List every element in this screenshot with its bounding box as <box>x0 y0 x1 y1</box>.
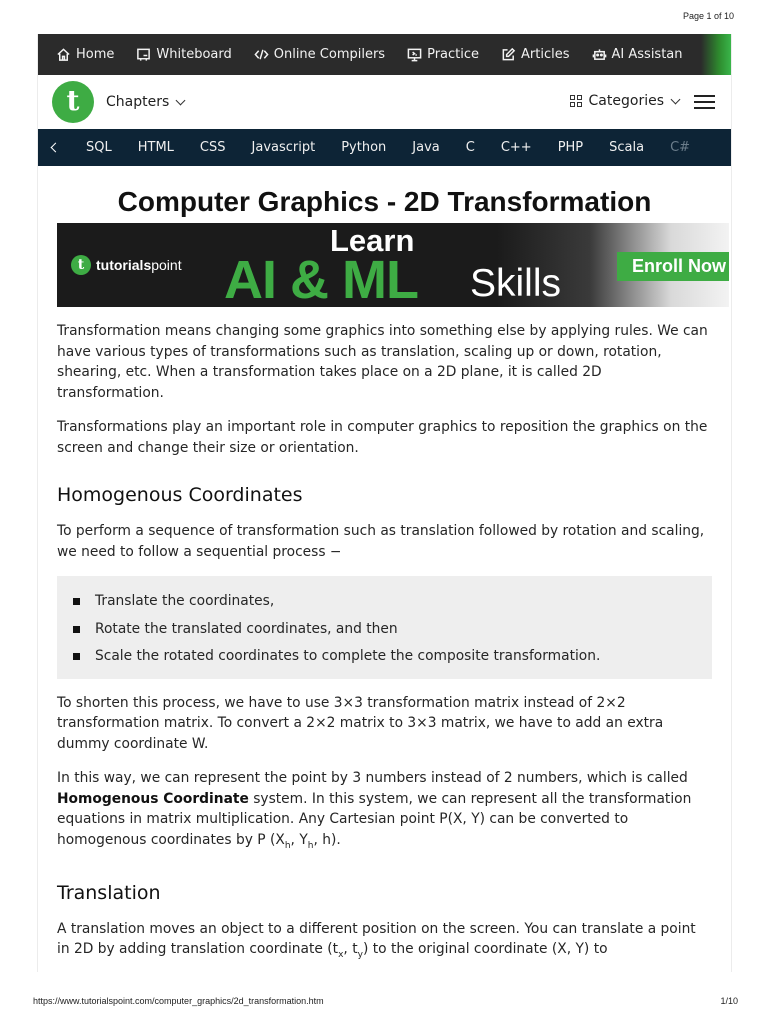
chapters-dropdown[interactable] <box>106 94 184 110</box>
tutorialspoint-logo[interactable] <box>52 81 94 123</box>
steps-list <box>57 576 712 679</box>
paragraph-matrix: To shorten this process, we have to use 3×3 transformation matrix instead of 2×2 transformation matrix. To convert a 2×2 matrix to 3×3 matrix, we have to add an extra dummy coordinate W. <box>57 694 664 752</box>
categories-dropdown[interactable] <box>570 93 679 109</box>
nav-online-compilers[interactable] <box>254 47 385 62</box>
page-indicator: Page 1 of 10 <box>682 11 734 21</box>
lang-css[interactable]: CSS <box>199 140 226 155</box>
list-item-text: Translate the coordinates, <box>95 593 275 609</box>
article-content <box>38 185 731 966</box>
banner-skills: Skills <box>470 262 562 305</box>
lang-html[interactable]: HTML <box>137 140 174 155</box>
list-item-text: Scale the rotated coordinates to complete the composite transformation. <box>95 648 601 664</box>
site-header <box>38 75 731 129</box>
whiteboard-icon <box>136 47 151 62</box>
chevron-left-icon <box>50 143 60 153</box>
menu-icon[interactable] <box>694 95 715 109</box>
bullet-icon <box>73 653 80 660</box>
lang-sql[interactable]: SQL <box>86 140 112 155</box>
nav-home-label: Home <box>76 47 115 62</box>
bullet-icon <box>73 626 80 633</box>
lang-scala[interactable]: Scala <box>609 140 645 155</box>
edit-icon <box>501 47 516 62</box>
paragraph-homogenous: In this way, we can represent the point by 3 numbers instead of 2 numbers, which is called Homogenous Coordinate system. In this system, we can represent all the transformation equations in matrix multiplication. Any Cartesian point P(X, Y) can be converted to homogenous coordinates by P ($X_h$, $Y_h$, h). <box>57 770 692 851</box>
page-title: Computer Graphics - 2D Transformation <box>117 186 652 217</box>
paragraph-intro: Transformation means changing some graphics into something else by applying rules. We can have various types of transformations such as translation, scaling up or down, rotation, shearing, etc. When a transformation takes place on a 2D plane, it is called 2D transformation. <box>57 323 708 401</box>
browser-page <box>37 34 732 972</box>
monitor-icon <box>407 47 422 62</box>
banner-logo-icon: t <box>71 255 91 275</box>
list-item <box>73 616 712 644</box>
list-item-text: Rotate the translated coordinates, and then <box>95 620 398 637</box>
bullet-icon <box>73 598 80 605</box>
nav-ai-assistant[interactable] <box>592 47 683 62</box>
scroll-left-button[interactable] <box>38 144 68 151</box>
grid-icon <box>570 95 583 108</box>
lang-cpp[interactable]: C++ <box>500 140 532 155</box>
paragraph-translation: A translation moves an object to a different position on the screen. You can translate a point in 2D by adding translation coordinate ($t_x$, $t_y$) to the original coordinate (X, Y) to <box>57 920 696 960</box>
nav-whiteboard[interactable] <box>136 47 231 62</box>
lang-php[interactable]: PHP <box>557 140 584 155</box>
categories-label: Categories <box>588 93 664 109</box>
bold-term: Homogenous Coordinate <box>57 790 249 807</box>
lang-c[interactable]: C <box>465 140 475 155</box>
lang-csharp[interactable]: C# <box>670 140 691 155</box>
footer-url: https://www.tutorialspoint.com/computer_graphics/2d_transformation.htm <box>33 996 324 1006</box>
nav-whiteboard-label: Whiteboard <box>156 47 232 62</box>
nav-ai-assistant-label: AI Assistan <box>611 47 683 62</box>
lang-javascript[interactable]: Javascript <box>251 140 316 155</box>
chevron-down-icon <box>671 94 681 104</box>
heading-translation: Translation <box>57 881 161 904</box>
heading-homogenous-coordinates: Homogenous Coordinates <box>57 484 303 506</box>
language-bar <box>38 129 731 166</box>
robot-icon <box>592 47 607 62</box>
logo-letter: t <box>66 84 80 117</box>
code-icon <box>254 47 269 62</box>
enroll-now-button[interactable]: Enroll Now <box>617 252 729 281</box>
nav-practice-label: Practice <box>427 47 480 62</box>
chevron-down-icon <box>176 95 186 105</box>
banner-brand-suffix: point <box>151 257 182 273</box>
banner-logo <box>71 255 182 275</box>
nav-online-compilers-label: Online Compilers <box>273 47 386 62</box>
nav-practice[interactable] <box>407 47 479 62</box>
chapters-label: Chapters <box>106 94 170 110</box>
lang-python[interactable]: Python <box>341 140 387 155</box>
home-icon <box>56 47 71 62</box>
footer-page-number: 1/10 <box>720 996 738 1006</box>
ad-banner[interactable] <box>57 223 729 307</box>
banner-brand-prefix: tutorials <box>96 257 152 273</box>
banner-headline: AI & ML <box>224 250 418 307</box>
nav-home[interactable] <box>56 47 114 62</box>
banner-learn: Learn <box>330 223 415 258</box>
lang-java[interactable]: Java <box>412 140 440 155</box>
nav-articles-label: Articles <box>521 47 570 62</box>
nav-articles[interactable] <box>501 47 569 62</box>
paragraph-sequence: To perform a sequence of transformation such as translation followed by rotation and scaling, we need to follow a sequential process − <box>57 523 705 560</box>
top-nav <box>38 34 731 75</box>
paragraph-role: Transformations play an important role in computer graphics to reposition the graphics on the screen and change their size or orientation. <box>57 419 708 456</box>
list-item <box>73 643 712 671</box>
list-item <box>73 588 712 616</box>
